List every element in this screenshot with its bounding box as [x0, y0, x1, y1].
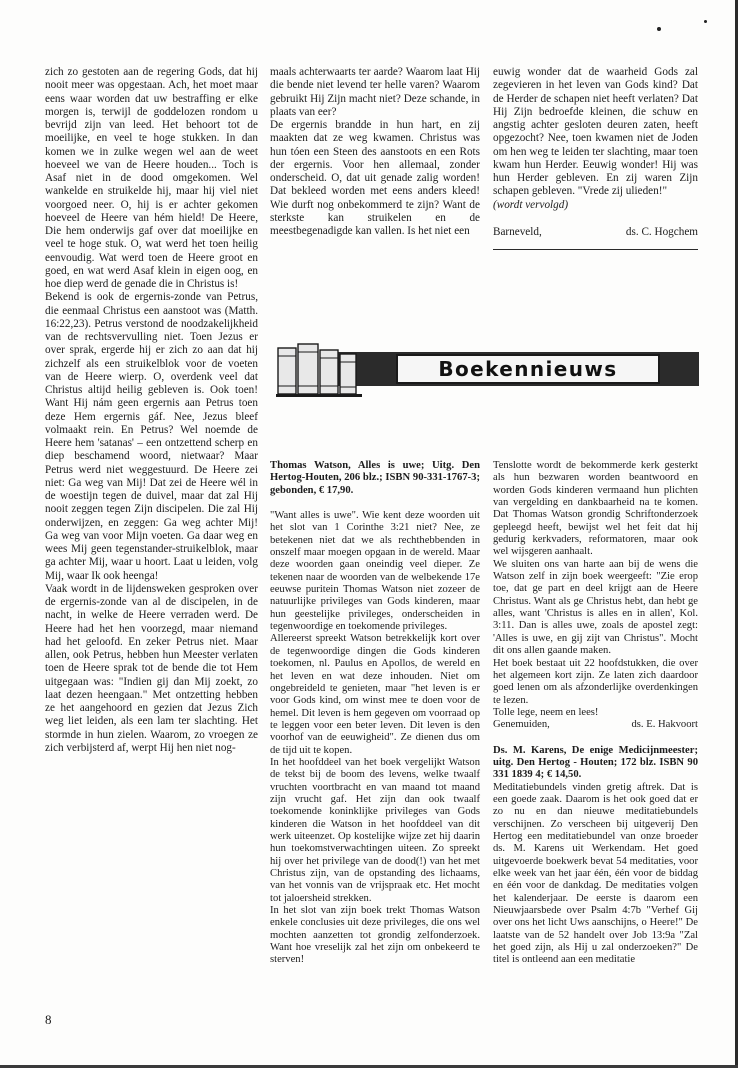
article-signature	[493, 226, 698, 250]
paragraph: Het boek bestaat uit 22 hoofdstukken, die over het algemeen kort zijn. Ze laten zich daardoor goed lenen om als afzonderlijke overdenkingen te lezen.	[493, 657, 698, 706]
paragraph: Allereerst spreekt Watson betrekkelijk kort over de tegenwoordige dingen die Gods kinderen toekomen, nl. Paulus en Apollos, de wereld en het leven en wat deze inhouden. Niet om ongebreideld te genieten, maar "het leven is er voor Gods kind, om winst mee te doen voor de hemel. Dit leven is hem gegeven om voorraad op te leggen voor een beter leven. Dit leven is den voorhof van de eeuwigheid". Ze dienen dus om de tijd uit te kopen.	[270, 633, 480, 756]
review-column-2	[493, 460, 698, 967]
article-column-2	[270, 66, 480, 238]
paragraph: Tolle lege, neem en lees!	[493, 706, 599, 718]
article-column-1	[45, 66, 258, 755]
paragraph: We sluiten ons van harte aan bij de wens die Watson zelf in zijn boek weergeeft: "Zie erop toe, dat ge part en deel krijgt aan de Heere Christus. Want als ge Christus hebt, dan hebt ge alles, want 'Christus is alles en in allen', Kol. 3:11. Dan is alles uwe, zoals de apostel zegt: 'Alles is uwe, en gij zijt van Christus". Mocht dit ons allen gaande maken.	[493, 558, 698, 657]
paragraph: Vaak wordt in de lijdensweken gesproken over de ergernis-zonde van al de discipelen, in de nacht, in welke de Heere verraden werd. De Heere had het hen voorzegd, maar niemand had het geloofd. En zeker Petrus niet. Maar allen, ook Petrus, hebben hun Meester verlaten toen de Heere sprak tot de bende die tot Hem uitgegaan was: "Indien gij dan Mij zoekt, zo laat dezen heengaan." Met ontzetting hebben ze het aangehoord en gezien dat Jezus Zich weg liet leiden, als een lam ter slachting. Het stormde in hun zielen. Waarom, zo vroegen ze zich verbijsterd af, werpt Hij hen niet nog-	[45, 582, 258, 754]
scan-speck	[704, 20, 707, 23]
review-1-title: Thomas Watson, Alles is uwe; Uitg. Den Hertog-Houten, 206 blz.; ISBN 90-331-1767-3; gebonden, € 17,90.	[270, 460, 480, 496]
review-1-author: ds. E. Hakvoort	[631, 719, 698, 731]
paragraph: "Want alles is uwe". Wie kent deze woorden uit het slot van 1 Corinthe 3:21 niet? Nee, ze betekenen niet dat we als rechthebbenden in onszelf maar moegen opgaan in de wereld. Maar deze woorden gaan oneindig veel dieper. Ze tekenen naar de woorden van de welbekende 17e eeuwse puritein Thomas Watson niet zozeer de natuurlijke privileges van Gods kinderen, maar hun geestelijke privileges, onderscheiden in tegenwoordige en toekomende privileges.	[270, 510, 480, 633]
paragraph: zich zo gestoten aan de regering Gods, dat hij nooit meer was opgestaan. Ach, het moet maar eens waar worden dat uw bestraffing er elke morgen is, terwijl de goddelozen rondom u bevrijd zijn van leed. Het behoort tot de moeilijke, en veel te hoge stukken. In dan komen we in zulke wegen wel aan de weet hoeveel we van de Heere houden... Toch is Asaf niet in de dood omgekomen. Wel wankelde en struikelde hij, maar hij viel niet voorgoed neer. O, hij is er achter gekomen hoeveel de Heere van hém hield! De Heere, Die hem onderwijs gaf over dat moeilijke en veel te hoge stuk. O, wat werd het toen heilig eenvoudig. Wat werd toen de Heere groot en goed, en wat werd Asaf klein in eigen oog, en hoe diep werd de genade die in Christus is!	[45, 66, 258, 290]
review-2-title: Ds. M. Karens, De enige Medicijnmeester; uitg. Den Hertog - Houten; 172 blz. ISBN 90 331 1839 4; € 14,50.	[493, 744, 698, 781]
review-column-1	[270, 460, 480, 967]
books-icon	[270, 338, 370, 398]
article-place: Barneveld,	[493, 225, 542, 238]
section-banner	[270, 338, 699, 398]
paragraph: In het hoofddeel van het boek vergelijkt Watson de tekst bij de boom des levens, welke twaalf vruchten voortbracht en van maand tot maand zijn vrucht gaf. Het zijn dan ook twaalf toekomende koninklijke privileges van Gods kinderen die Watson in het hoofddeel van dit werk uiteenzet. Op kostelijke wijze zet hij daarin hun toekomstverwachtingen uiteen. Zo spreekt hij over het privilege van de dood(!) van het met Christus zijn, van de opstanding des lichaams, van het vonnis van de vrijspraak etc. Het mocht tot jaloersheid strekken.	[270, 756, 480, 904]
paragraph: Tenslotte wordt de bekommerde kerk gesterkt als hun bezwaren worden beantwoord en worden Gods kinderen vermaand hun plichten van vergelding en dankbaarheid na te komen. Dat Thomas Watson grondig Schriftonderzoek gepleegd heeft, bewijst wel het feit dat hij gedurig kerkvaders, reformatoren, maar ook wel wijsgeren aanhaalt.	[493, 460, 698, 558]
section-title-text: Boekennieuws	[438, 357, 618, 381]
review-1-place: Genemuiden,	[493, 719, 550, 731]
paragraph: Meditatiebundels vinden gretig aftrek. Dat is een goede zaak. Daarom is het ook goed dat er zo nu en dan nieuwe meditatiebundels verschijnen. Zo verscheen bij uitgeverij Den Hertog een meditatiebundel van onze broeder ds. M. Karens uit Werkendam. Het goed uitgevoerde boekwerk bevat 54 meditaties, voor elke week van het jaar één, één voor de biddag en één voor de dankdag. De meditaties volgen het kalenderjaar. De eerste is daarom een Nieuwjaarsbede over Psalm 4:7b "Verhef Gij over ons het licht Uws aanschijns, o Heere!" De laatste van de 52 handelt over Job 13:9a "Zal het goed zijn, als Hij u zal onderzoeken?" De titel is ontleend aan een meditatie	[493, 781, 698, 966]
paragraph: Bekend is ook de ergernis-zonde van Petrus, die eenmaal Christus een aanstoot was (Matth. 16:22,23). Petrus verstond de noodzakelijkheid van de rechtsvervulling niet. Toen Jezus er over sprak, ergerde hij er zich zo aan dat hij zichzelf als een struikelblok voor de voeten van de Heere wierp. O, overdenk veel dat Christus altijd heilig gebleven is. Ook toen! Want Hij nám geen ergernis aan Petrus toen deze Hem ergernis gáf. Nee, Jezus bleef volmaakt rein. En Petrus? Wel noemde de Heere hem 'satanas' – een ontzettend scherp en diep beschamend woord, nietwaar? Maar Petrus werd niet weggestuurd. De Heere zei niet: Ga weg van Mij! Dat zei de Heere wél in de woestijn tegen de duivel, maar dat zal Hij nooit zeggen tegen Zijn discipelen. Die zal Hij onderwijzen, en zeggen: Ga weg achter Mij! Ga weg van voor Mijn voeten. Ga daar weg en wees Mij geen tegenstander-struikelblok, maar ga achter Mij, waar u hoort. Laat u leiden, volg Mij, waar Ik ook heenga!	[45, 291, 258, 582]
paragraph: In het slot van zijn boek trekt Thomas Watson enkele conclusies uit deze privileges, die ons wel mochten aanzetten tot grondig zelfonderzoek. Want hoe vreselijk zal het zijn om onbekeerd te sterven!	[270, 905, 480, 966]
paragraph: maals achterwaarts ter aarde? Waarom laat Hij die bende niet levend ter helle varen? Waarom gebruikt Hij Zijn macht niet? Deze schande, in plaats van eer?	[270, 66, 480, 118]
page-number: 8	[45, 1012, 52, 1027]
to-be-continued: (wordt vervolgd)	[493, 198, 569, 211]
review-1-signature	[493, 719, 698, 731]
paragraph: euwig wonder dat de waarheid Gods zal zegevieren in het leven van Gods kind? Dat de Herder de schapen niet heeft verlaten? Dat Hij Zijn bedroefde kleinen, die schuw en angstig achter gesloten deuren zaten, heeft opgezocht? Nee, toen kwamen niet de Joden om hen weg te leiden ter slachting, maar toen kwam hun Herder. Eeuwig wonder! Hij was hun Herder gebleven. En zij waren Zijn schapen gebleven. "Vrede zij ulieden!"	[493, 66, 698, 198]
article-column-3	[493, 66, 698, 250]
paragraph: De ergernis brandde in hun hart, en zij maakten dat ze weg kwamen. Christus was hun tóen een Steen des aanstoots en een Rots der ergernis. Voor hen allemaal, zonder onderscheid. O, dat uit genade zalig worden! Dat bekleed worden met eens anders kleed! Wie durft nog onbekommerd te zijn? Want de sterkste kan struikelen en de meestbegenadigde kan vallen. Is het niet een	[270, 119, 480, 237]
scan-speck	[657, 27, 661, 31]
article-author: ds. C. Hogchem	[625, 225, 698, 238]
section-title	[396, 354, 660, 384]
